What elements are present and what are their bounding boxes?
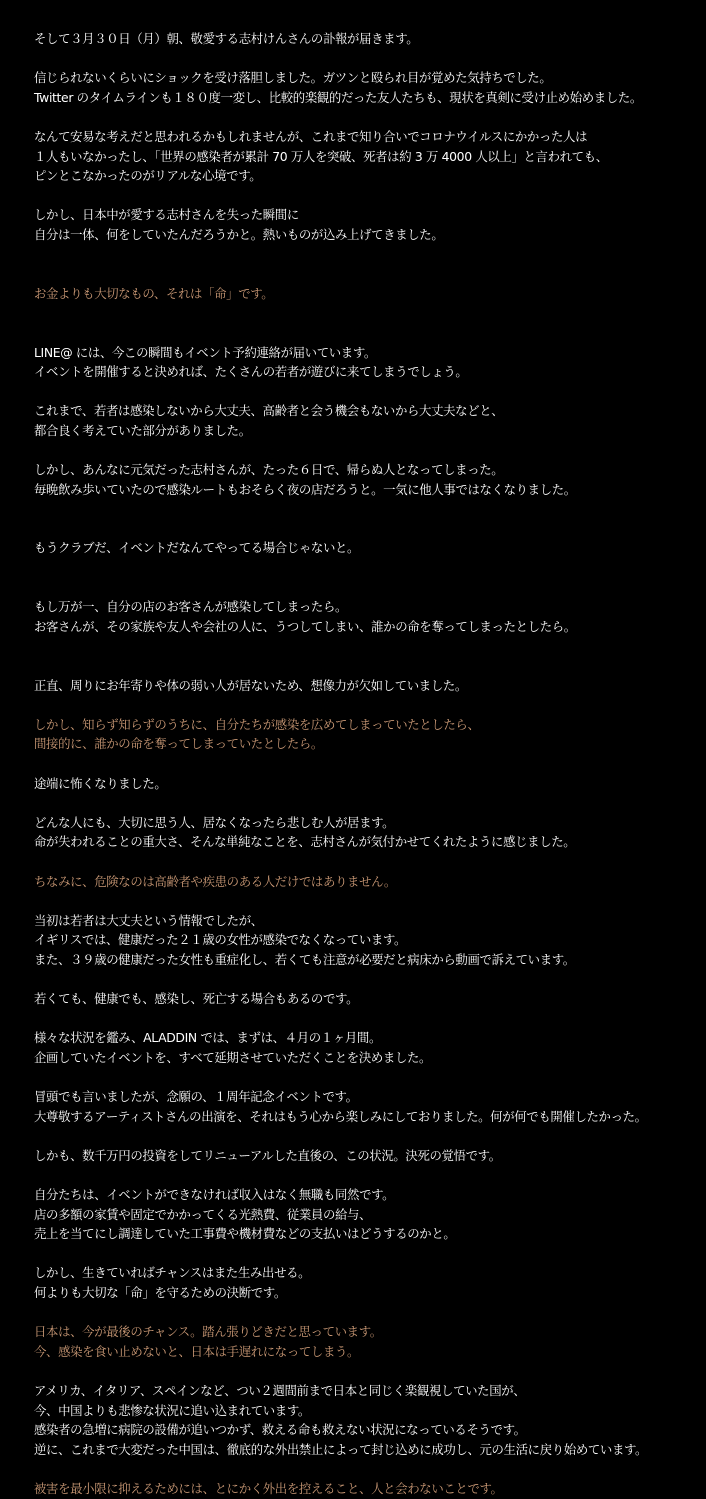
blank-line: [34, 186, 702, 206]
text-line: １人もいなかったし、「世界の感染者が累計 70 万人を突破、死者は約 3 万 4000 人以上」と言われても、: [34, 148, 608, 164]
text-line: もうクラブだ、イベントだなんてやってる場合じゃないと。: [34, 540, 360, 556]
text-line: しかし、日本中が愛する志村さんを失った瞬間に: [34, 207, 299, 223]
text-line: どんな人にも、大切に思う人、居なくなったら悲しむ人が居ます。: [34, 814, 395, 830]
blank-line: [34, 107, 702, 127]
blank-line: [34, 578, 702, 598]
blank-line: [34, 303, 702, 323]
text-line: これまで、若者は感染しないから大丈夫、高齢者と会う機会もないから大丈夫などと、: [34, 403, 504, 419]
text-line: 当初は若者は大丈夫という情報でしたが、: [34, 912, 263, 928]
highlighted-line: 日本は、今が最後のチャンス。踏ん張りどきだと思っています。: [34, 1324, 382, 1340]
text-line: しかも、数千万円の投資をしてリニューアルした直後の、この状況。決死の覚悟です。: [34, 1147, 501, 1163]
text-line: もし万が一、自分の店のお客さんが感染してしまったら。: [34, 599, 348, 615]
blank-line: [34, 1244, 702, 1264]
text-line: 冒頭でも言いましたが、念願の、１周年記念イベントです。: [34, 1089, 358, 1105]
blank-line: [34, 1009, 702, 1029]
text-line: 自分たちは、イベントができなければ収入はなく無職も同然です。: [34, 1187, 395, 1203]
text-line: アメリカ、イタリア、スペインなど、つい２週間前まで日本と同じく楽観視していた国が、: [34, 1382, 526, 1398]
blank-line: [34, 1361, 702, 1381]
text-line: 感染者の急増に病院の設備が追いつかず、救える命も救えない状況になっているそうです。: [34, 1422, 526, 1438]
text-line: 途端に怖くなりました。: [34, 775, 167, 791]
blank-line: [34, 793, 702, 813]
highlighted-line: 被害を最小限に抑えるためには、とにかく外出を控えること、人と会わないことです。: [34, 1480, 503, 1496]
text-line: 店の多額の家賃や固定でかかってくる光熱費、従業員の給与、: [34, 1206, 372, 1222]
text-line: しかし、あんなに元気だった志村さんが、たった６日で、帰らぬ人となってしまった。: [34, 462, 504, 478]
blank-line: [34, 440, 702, 460]
blank-line: [34, 754, 702, 774]
blank-line: [34, 1067, 702, 1087]
text-line: 売上を当てにし調達していた工事費や機材費などの支払いはどうするのかと。: [34, 1226, 456, 1242]
text-line: 自分は一体、何をしていたんだろうかと。熱いものが込み上げてきました。: [34, 226, 444, 242]
blank-line: [34, 852, 702, 872]
blank-line: [34, 891, 702, 911]
blank-line: [34, 323, 702, 343]
text-line: 毎晩飲み歩いていたので感染ルートもおそらく夜の店だろうと。一気に他人事ではなくなりました。: [34, 481, 576, 497]
blank-line: [34, 519, 702, 539]
blank-line: [34, 264, 702, 284]
text-line: 若くても、健康でも、感染し、死亡する場合もあるのです。: [34, 991, 359, 1007]
blank-line: [34, 656, 702, 676]
text-line: 企画していたイベントを、すべて延期させていただくことを決めました。: [34, 1049, 432, 1065]
highlighted-line: しかし、知らず知らずのうちに、自分たちが感染を広めてしまっていたとしたら、: [34, 716, 480, 732]
text-line: そして３月３０日（月）朝、敬愛する志村けんさんの訃報が届きます。: [34, 31, 419, 46]
text-line: イベントを開催すると決めれば、たくさんの若者が遊びに来てしまうでしょう。: [34, 364, 468, 380]
blank-line: [34, 499, 702, 519]
blank-line: [34, 1165, 702, 1185]
text-line: 信じられないくらいにショックを受け落胆しました。ガツンと殴られ目が覚めた気持ちでした。: [34, 70, 552, 86]
blank-line: [34, 558, 702, 578]
text-line: 正直、周りにお年寄りや体の弱い人が居ないため、想像力が欠如していました。: [34, 677, 467, 693]
text-line: なんて安易な考えだと思われるかもしれませんが、これまで知り合いでコロナウイルスにかかった人は: [34, 128, 588, 144]
blank-line: [34, 1303, 702, 1323]
text-line: 都合良く考えていた部分がありました。: [34, 422, 251, 438]
text-line: また、３９歳の健康だった女性も重症化し、若くても注意が必要だと病床から動画で訴えています。: [34, 951, 575, 967]
highlighted-line: お金よりも大切なもの、それは「命」です。: [34, 285, 274, 301]
blank-line: [34, 636, 702, 656]
text-line: LINE@ には、今この瞬間もイベント予約連絡が届いています。: [34, 344, 376, 360]
highlighted-line: ちなみに、危険なのは高齢者や疾患のある人だけではありません。: [34, 873, 396, 889]
blank-line: [34, 695, 702, 715]
blank-line: [34, 1126, 702, 1146]
highlighted-line: 今、感染を食い止めないと、日本は手遅れになってしまう。: [34, 1343, 360, 1359]
text-line: 今、中国よりも悲惨な状況に追い込まれています。: [34, 1402, 310, 1418]
blank-line: [34, 1459, 702, 1479]
text-line: イギリスでは、健康だった２１歳の女性が感染でなくなっています。: [34, 932, 407, 948]
text-line: 逆に、これまで大変だった中国は、徹底的な外出禁止によって封じ込めに成功し、元の生活に戻り始めています。: [34, 1441, 648, 1457]
document-body: [34, 29, 702, 1499]
highlighted-line: 間接的に、誰かの命を奪ってしまっていたとしたら。: [34, 736, 323, 752]
text-line: 命が失われることの重大さ、そんな単純なことを、志村さんが気付かせてくれたように感じました。: [34, 834, 576, 850]
blank-line: [34, 382, 702, 402]
blank-line: [34, 970, 702, 990]
text-line: しかし、生きていればチャンスはまた生み出せる。: [34, 1265, 311, 1281]
text-line: 大尊敬するアーティストさんの出演を、それはもう心から楽しみにしておりました。何が何でも開催したかった。: [34, 1108, 647, 1124]
blank-line: [34, 245, 702, 265]
text-line: お客さんが、その家族や友人や会社の人に、うつしてしまい、誰かの命を奪ってしまったとしたら。: [34, 618, 576, 634]
blank-line: [34, 49, 702, 69]
text-line: ピンとこなかったのがリアルな心境です。: [34, 168, 262, 184]
text-line: Twitter のタイムラインも１８０度一変し、比較的楽観的だった友人たちも、現状を真剣に受け止め始めました。: [34, 89, 642, 105]
text-line: 何よりも大切な「命」を守るための決断です。: [34, 1285, 286, 1300]
text-line: 様々な状況を鑑み、ALADDIN では、まずは、４月の１ヶ月間。: [34, 1030, 382, 1046]
